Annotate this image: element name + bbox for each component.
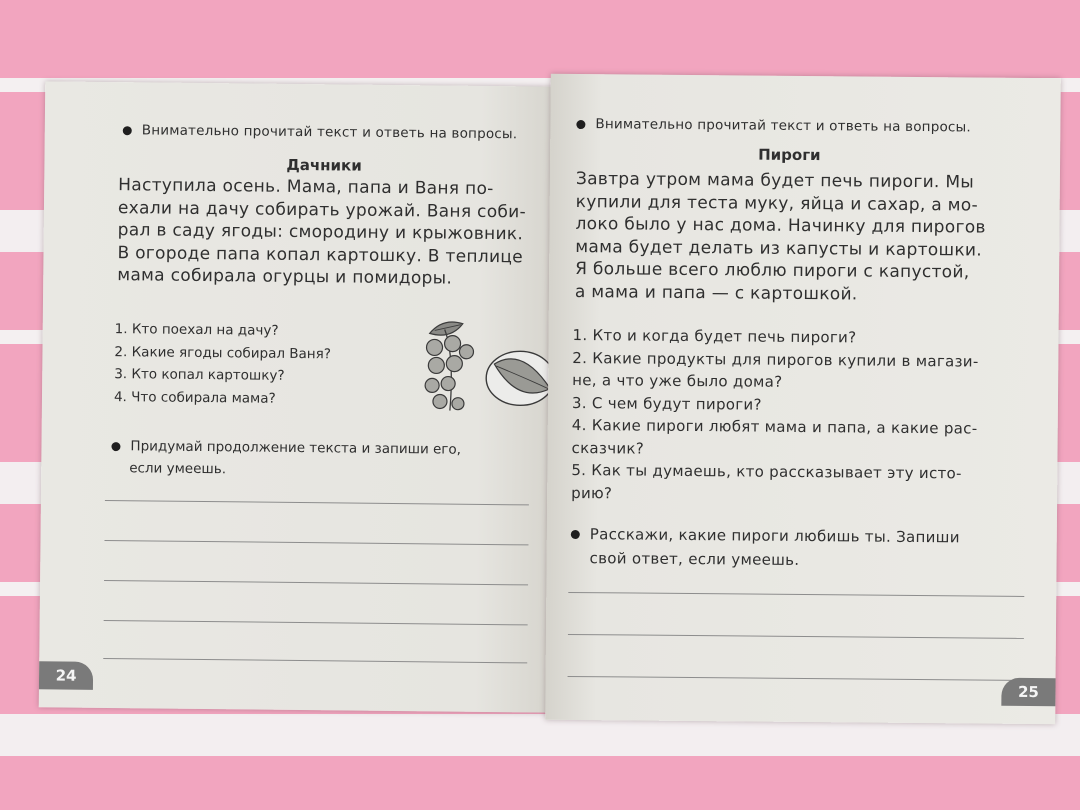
page-number: 24 (39, 661, 93, 690)
berries-illustration (414, 315, 565, 427)
answer-line[interactable] (105, 500, 529, 505)
left-paragraph: Наступила осень. Мама, папа и Ваня по- ехали на дачу собирать урожай. Ваня соби- рал в саду ягоды: смородину и крыжовник. В огороде папа копал картошку. В теплице мама собирала огурцы и помидоры. (117, 175, 527, 289)
answer-line[interactable] (104, 580, 528, 585)
right-page (545, 74, 1061, 724)
currant-branch-icon (425, 322, 474, 411)
left-title: Дачники (286, 155, 362, 175)
right-title: Пироги (758, 145, 821, 165)
list-item: 3. С чем будут пироги? (571, 393, 762, 414)
answer-line[interactable] (103, 658, 527, 663)
list-item: 5. Как ты думаешь, кто рассказывает эту исто- (571, 460, 962, 483)
bullet-icon (571, 530, 580, 539)
answer-line[interactable] (568, 676, 1024, 681)
answer-line[interactable] (104, 620, 528, 625)
right-questions (571, 324, 979, 508)
list-item: не, а что уже было дома? (572, 370, 783, 391)
bullet-icon (123, 126, 132, 135)
right-task: Расскажи, какие пироги любишь ты. Запиши свой ответ, если умеешь. (570, 522, 959, 573)
left-task: Придумай продолжение текста и запиши его, если умеешь. (111, 435, 461, 483)
list-item: 2. Какие ягоды собирал Ваня? (114, 343, 332, 362)
list-item: сказчик? (571, 438, 645, 458)
list-item: 1. Кто и когда будет печь пироги? (572, 325, 857, 347)
bullet-icon (111, 442, 120, 451)
bullet-icon (576, 120, 585, 129)
list-item: 4. Какие пироги любят мама и папа, а какие рас- (571, 415, 978, 438)
list-item: рию? (571, 483, 613, 502)
right-instruction: Внимательно прочитай текст и ответь на вопросы. (576, 116, 971, 135)
gooseberry-icon (486, 351, 557, 406)
right-paragraph: Завтра утром мама будет печь пироги. Мы купили для теста муку, яйца и сахар, а мо- локо было у нас дома. Начинку для пирогов мама будет делать из капусты и картошки. Я больше всего люблю пироги с капустой, а мама и папа — с картошкой. (574, 169, 986, 304)
answer-line[interactable] (568, 592, 1024, 597)
page-number: 25 (1001, 678, 1055, 706)
list-item: 4. Что собирала мама? (113, 388, 276, 407)
answer-line[interactable] (104, 540, 528, 545)
answer-line[interactable] (568, 634, 1024, 639)
left-questions (114, 318, 331, 410)
list-item: 1. Кто поехал на дачу? (114, 321, 279, 339)
list-item: 3. Кто копал картошку? (114, 366, 285, 384)
left-page (39, 81, 559, 712)
list-item: 2. Какие продукты для пирогов купили в магази- (572, 348, 979, 371)
left-instruction: Внимательно прочитай текст и ответь на вопросы. (123, 122, 518, 142)
